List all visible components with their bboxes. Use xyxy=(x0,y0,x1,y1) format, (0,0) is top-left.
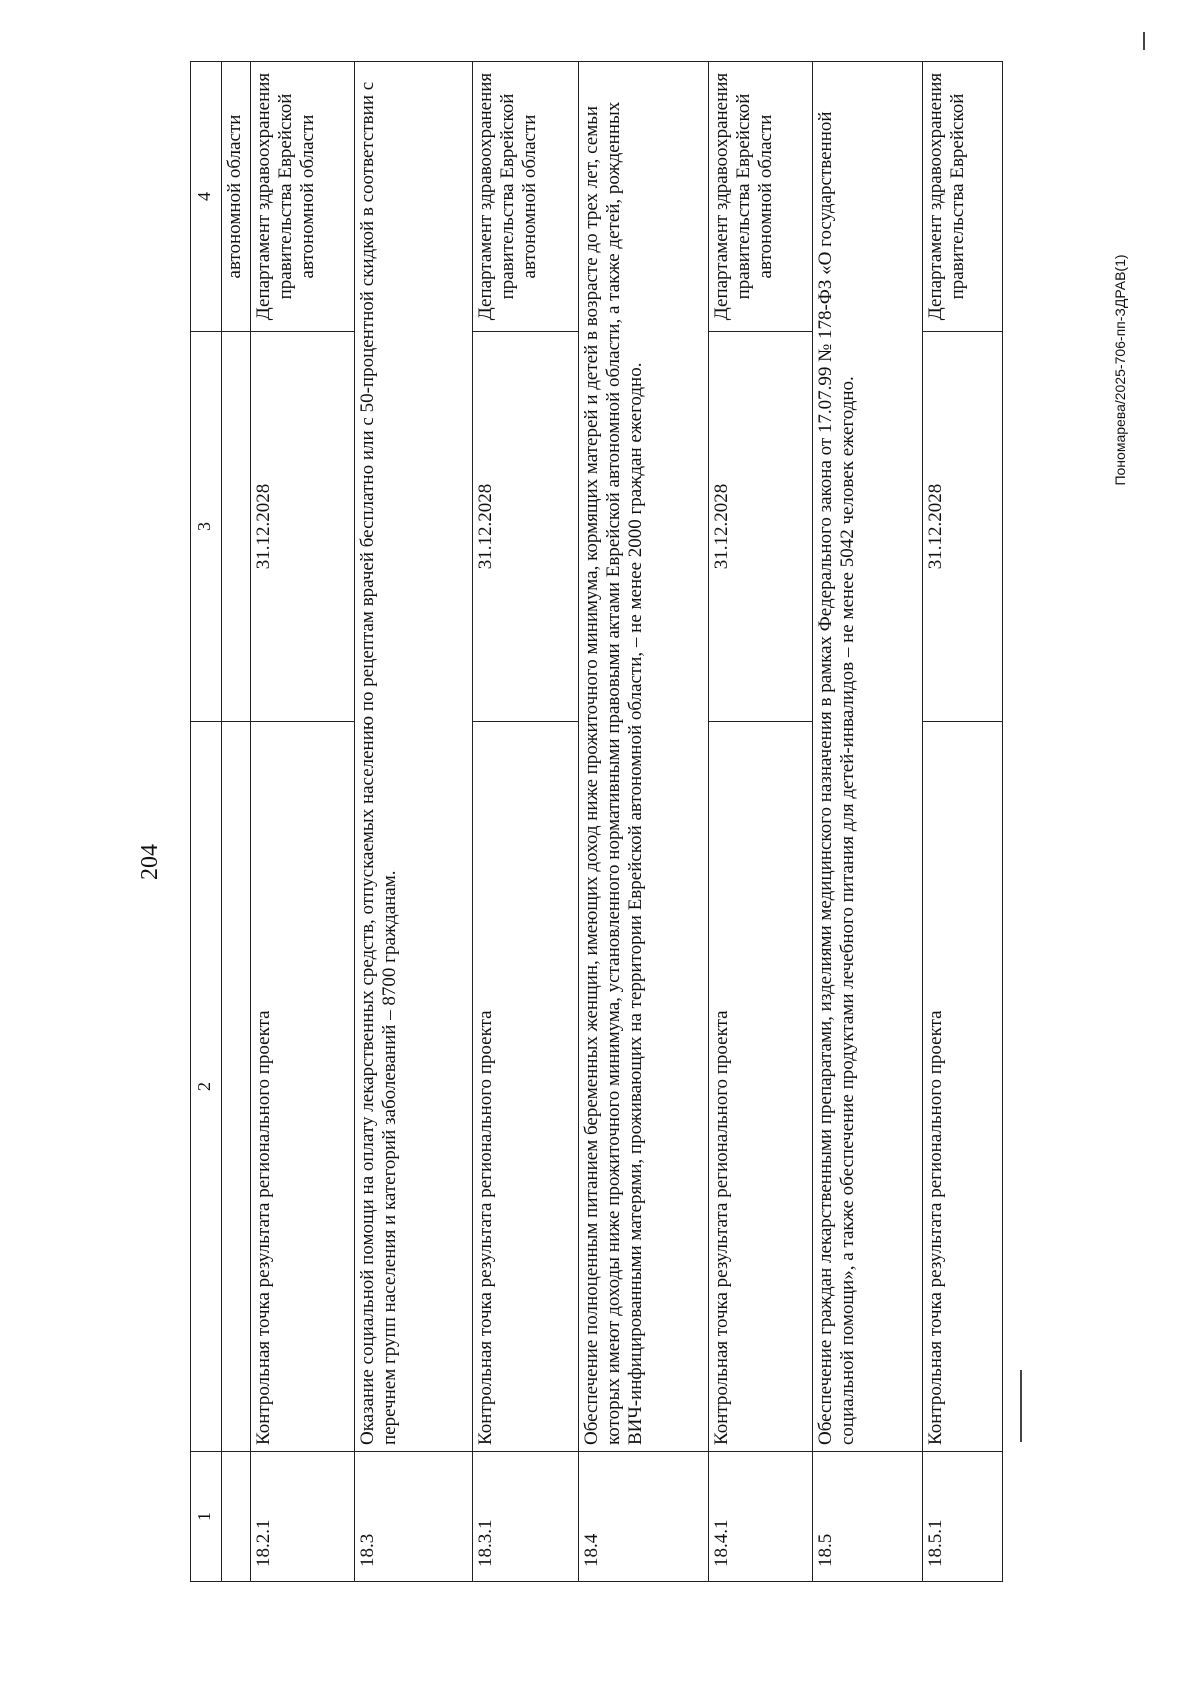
row-dept: Департамент здравоохранения правительства Еврейской автономной области xyxy=(251,62,355,332)
continuation-cell xyxy=(222,1452,251,1582)
row-number: 18.2.1 xyxy=(251,1452,355,1582)
row-date: 31.12.2028 xyxy=(709,332,813,722)
document-reference: Пономарева/2025-706-пп-ЗДРАВ(1) xyxy=(1112,254,1128,486)
row-text: Контрольная точка результата регионального проекта xyxy=(473,722,579,1452)
row-number: 18.5.1 xyxy=(923,1452,1003,1582)
continuation-row xyxy=(222,62,251,1582)
row-text: Оказание социальной помощи на оплату лекарственных средств, отпускаемых населению по рецептам врачей бесплатно или с 50-процентной скидкой в соответствии с перечнем групп населения и категорий заболеваний – 8700 гражданам. xyxy=(355,62,473,1452)
row-number: 18.5 xyxy=(813,1452,923,1582)
row-number: 18.3 xyxy=(355,1452,473,1582)
header-cell: 3 xyxy=(191,332,222,722)
table-row xyxy=(251,62,355,1582)
row-date: 31.12.2028 xyxy=(251,332,355,722)
table-row xyxy=(355,62,473,1582)
continuation-cell xyxy=(222,332,251,722)
row-text: Обеспечение граждан лекарственными препаратами, изделиями медицинского назначения в рамках Федерального закона от 17.07.99 № 178-ФЗ «О государственной социальной помощи», а также обеспечение продуктами лечебного питания для детей-инвалидов – не менее 5042 человек ежегодно. xyxy=(813,62,923,1452)
row-date: 31.12.2028 xyxy=(923,332,1003,722)
table-row xyxy=(813,62,923,1582)
header-cell: 4 xyxy=(191,62,222,332)
header-cell: 1 xyxy=(191,1452,222,1582)
continuation-cell xyxy=(222,722,251,1452)
row-number: 18.4 xyxy=(579,1452,709,1582)
row-text: Контрольная точка результата регионального проекта xyxy=(923,722,1003,1452)
table-row xyxy=(923,62,1003,1582)
row-dept: Департамент здравоохранения правительства Еврейской xyxy=(923,62,1003,332)
row-date: 31.12.2028 xyxy=(473,332,579,722)
row-number: 18.3.1 xyxy=(473,1452,579,1582)
header-cell: 2 xyxy=(191,722,222,1452)
header-row xyxy=(191,62,222,1582)
row-dept: Департамент здравоохранения правительства Еврейской автономной области xyxy=(709,62,813,332)
rotated-table-container xyxy=(190,62,1108,1582)
project-table xyxy=(190,61,1003,1582)
row-number: 18.4.1 xyxy=(709,1452,813,1582)
row-text: Контрольная точка результата регионального проекта xyxy=(709,722,813,1452)
table-row xyxy=(709,62,813,1582)
row-dept: Департамент здравоохранения правительства Еврейской автономной области xyxy=(473,62,579,332)
table-row xyxy=(473,62,579,1582)
row-text: Обеспечение полноценным питанием беременных женщин, имеющих доход ниже прожиточного минимума, кормящих матерей и детей в возрасте до трех лет, семьи которых имеют доходы ниже прожиточного минимума, установленного нормативными правовыми актами Еврейской автономной области, а также детей, рожденных ВИЧ-инфицированными матерями, проживающих на территории Еврейской автономной области, – не менее 2000 граждан ежегодно. xyxy=(579,62,709,1452)
table-row xyxy=(579,62,709,1582)
continuation-dept: автономной области xyxy=(222,62,251,332)
page-number: 204 xyxy=(136,844,163,880)
scan-mark-top xyxy=(1143,32,1145,50)
row-text: Контрольная точка результата регионального проекта xyxy=(251,722,355,1452)
